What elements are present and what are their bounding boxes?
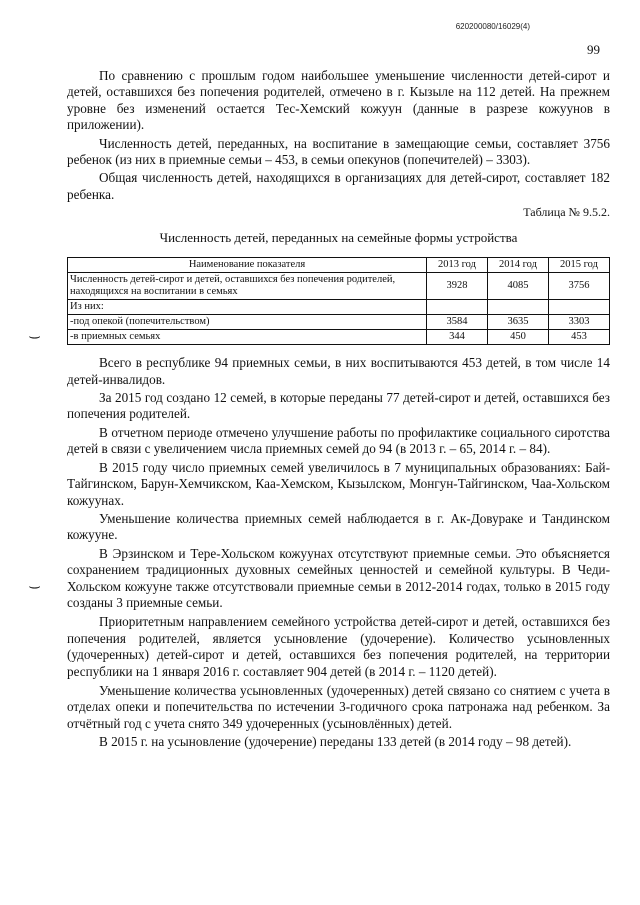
paragraph: За 2015 год создано 12 семей, в которые переданы 77 детей-сирот и детей, оставшихся без попечения родителей. bbox=[67, 390, 610, 422]
table-number: Таблица № 9.5.2. bbox=[523, 205, 610, 220]
table-row bbox=[68, 300, 610, 315]
table-cell bbox=[427, 300, 488, 315]
table-cell: 344 bbox=[427, 330, 488, 345]
table-cell: 3635 bbox=[488, 315, 549, 330]
table-cell: 4085 bbox=[488, 273, 549, 300]
table-row bbox=[68, 315, 610, 330]
table-cell: 450 bbox=[488, 330, 549, 345]
table-title: Численность детей, переданных на семейные формы устройства bbox=[159, 230, 518, 246]
table-header-cell: 2013 год bbox=[427, 258, 488, 273]
table-cell: -в приемных семьях bbox=[68, 330, 427, 345]
table-cell: 453 bbox=[549, 330, 610, 345]
paragraph: В 2015 г. на усыновление (удочерение) переданы 133 детей (в 2014 году – 98 детей). bbox=[99, 734, 572, 750]
table-cell: -под опекой (попечительством) bbox=[68, 315, 427, 330]
margin-mark: ⌣ bbox=[28, 580, 42, 595]
paragraph: Всего в республике 94 приемных семьи, в них воспитываются 453 детей, в том числе 14 детей-инвалидов. bbox=[67, 355, 610, 387]
paragraph: Уменьшение количества приемных семей наблюдается в г. Ак-Довураке и Тандинском кожууне. bbox=[67, 510, 610, 543]
table-header-cell: 2014 год bbox=[488, 258, 549, 273]
document-code: 620200080/16029(4) bbox=[455, 22, 530, 31]
paragraph: Приоритетным направлением семейного устройства детей-сирот и детей, оставшихся без попечения родителей, является усыновление (удочерение). Количество усыновленных (удочеренных) детей-сирот и детей, оставшихся без попечения родителей, на территории республики на 1 января 2016 г. составляет 904 детей (в 2014 г. – 1120 детей). bbox=[67, 614, 610, 679]
data-table bbox=[67, 257, 610, 345]
page-number: 99 bbox=[587, 42, 600, 57]
table-cell: 3584 bbox=[427, 315, 488, 330]
table-header-row bbox=[68, 258, 610, 273]
table-row bbox=[68, 330, 610, 345]
margin-mark: ⌣ bbox=[28, 330, 42, 345]
table-cell: 3928 bbox=[427, 273, 488, 300]
table-header-cell: 2015 год bbox=[549, 258, 610, 273]
paragraph: Численность детей, переданных, на воспитание в замещающие семьи, составляет 3756 ребенок (из них в приемные семьи – 453, в семьи опекунов (попечителей) – 3303). bbox=[67, 135, 610, 168]
table-header-cell: Наименование показателя bbox=[68, 258, 427, 273]
table-cell bbox=[488, 300, 549, 315]
table-row bbox=[68, 273, 610, 300]
paragraph: Уменьшение количества усыновленных (удочеренных) детей связано со снятием с учета в отделах опеки и попечительства по истечении 3-годичного срока патронажа над ребенком. За отчётный год с учета снято 349 удочеренных (усыновлённых) детей. bbox=[67, 682, 610, 731]
paragraph: В Эрзинском и Тере-Хольском кожуунах отсутствуют приемные семьи. Это объясняется сохранением традиционных духовных семейных ценностей и семейной культуры. В Чеди-Хольском кожууне также отсутствовали приемные семьи в 2012-2014 годах, только в 2015 году созданы 3 приемные семьи. bbox=[67, 545, 610, 610]
table-cell: Из них: bbox=[68, 300, 427, 315]
page-content bbox=[67, 68, 610, 753]
table-cell: 3303 bbox=[549, 315, 610, 330]
paragraph: В 2015 году число приемных семей увеличилось в 7 муниципальных образованиях: Бай-Тайгинском, Барун-Хемчикском, Каа-Хемском, Кызылском, Монгун-Тайгинском, Чаа-Хольском кожуунах. bbox=[67, 459, 610, 508]
paragraph: В отчетном периоде отмечено улучшение работы по профилактике социального сиротства детей в связи с увеличением числа приемных семей до 94 (в 2013 г. – 65, 2014 г. – 84). bbox=[67, 424, 610, 457]
paragraph: По сравнению с прошлым годом наибольшее уменьшение численности детей-сирот и детей, оставшихся без попечения родителей, отмечено в г. Кызыле на 112 детей. На прежнем уровне без изменений остается Тес-Хемский кожуун (данные в разрезе кожуунов в приложении). bbox=[67, 68, 610, 133]
table-cell: Численность детей-сирот и детей, оставшихся без попечения родителей, находящихся на воспитании в семьях bbox=[68, 273, 427, 300]
paragraph: Общая численность детей, находящихся в организациях для детей-сирот, составляет 182 ребенка. bbox=[67, 170, 610, 202]
table-cell: 3756 bbox=[549, 273, 610, 300]
table-cell bbox=[549, 300, 610, 315]
